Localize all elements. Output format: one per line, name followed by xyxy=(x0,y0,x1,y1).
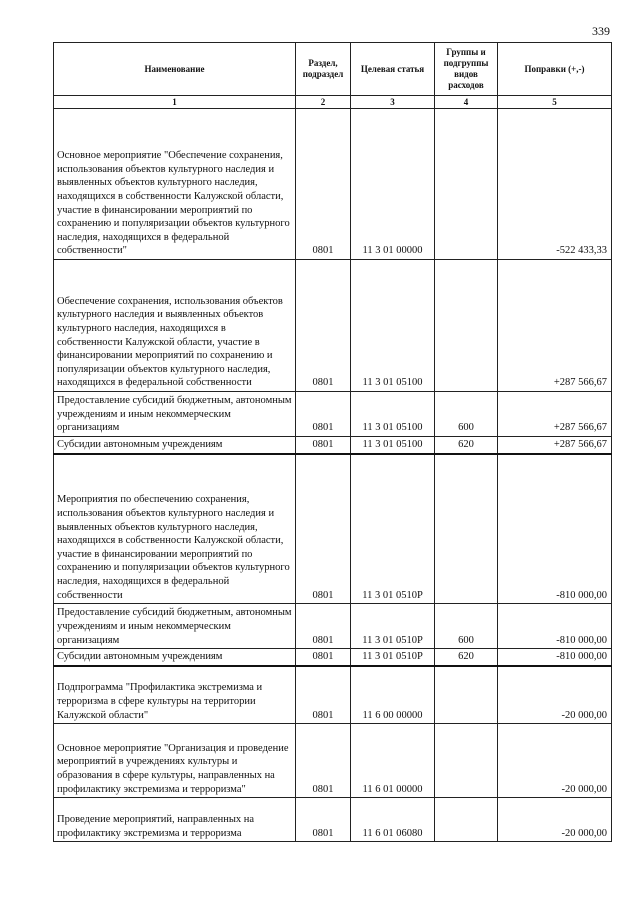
row-section: 0801 xyxy=(296,454,351,604)
row-target-item: 11 6 00 00000 xyxy=(351,666,435,724)
table-row xyxy=(54,109,612,260)
row-amount: -810 000,00 xyxy=(498,649,612,666)
column-number: 2 xyxy=(296,96,351,109)
row-expense-group xyxy=(435,798,498,842)
row-section: 0801 xyxy=(296,666,351,724)
row-section: 0801 xyxy=(296,109,351,260)
table-row xyxy=(54,454,612,604)
row-section: 0801 xyxy=(296,260,351,392)
row-target-item: 11 3 01 05100 xyxy=(351,260,435,392)
row-name: Мероприятия по обеспечению сохранения, использования объектов культурного наследия и выявленных объектов культурного наследия, находящихся в собственности Калужской области, участие в финансировании мероприятий по сохранению и популяризации объектов культурного наследия, находящихся в федеральной собственности xyxy=(54,454,296,604)
row-name: Предоставление субсидий бюджетным, автономным учреждениям и иным некоммерческим организациям xyxy=(54,604,296,649)
row-name: Основное мероприятие "Организация и проведение мероприятий в учреждениях культуры и образования в сфере культуры, направленных на профилактику экстремизма и терроризма" xyxy=(54,724,296,798)
column-number: 3 xyxy=(351,96,435,109)
row-target-item: 11 6 01 00000 xyxy=(351,724,435,798)
row-target-item: 11 3 01 0510Р xyxy=(351,604,435,649)
header-expense-group: Группы и подгруппы видов расходов xyxy=(435,43,498,96)
row-expense-group xyxy=(435,260,498,392)
row-amount: +287 566,67 xyxy=(498,260,612,392)
row-amount: +287 566,67 xyxy=(498,392,612,437)
row-section: 0801 xyxy=(296,437,351,454)
row-name: Основное мероприятие "Обеспечение сохранения, использования объектов культурного наследия и выявленных объектов культурного наследия, находящихся в собственности Калужской области, участие в финансировании мероприятий по сохранению и популяризации объектов культурного наследия, находящихся в федеральной собственности" xyxy=(54,109,296,260)
row-name: Подпрограмма "Профилактика экстремизма и терроризма в сфере культуры на территории Калужской области" xyxy=(54,666,296,724)
row-expense-group xyxy=(435,109,498,260)
row-name: Субсидии автономным учреждениям xyxy=(54,437,296,454)
row-expense-group: 600 xyxy=(435,604,498,649)
row-section: 0801 xyxy=(296,798,351,842)
table-row xyxy=(54,649,612,666)
row-amount: -20 000,00 xyxy=(498,724,612,798)
column-number: 5 xyxy=(498,96,612,109)
row-amount: -522 433,33 xyxy=(498,109,612,260)
table-row xyxy=(54,798,612,842)
header-amendments: Поправки (+,-) xyxy=(498,43,612,96)
row-section: 0801 xyxy=(296,724,351,798)
row-name: Проведение мероприятий, направленных на профилактику экстремизма и терроризма xyxy=(54,798,296,842)
row-section: 0801 xyxy=(296,392,351,437)
row-name: Обеспечение сохранения, использования объектов культурного наследия и выявленных объектов культурного наследия, находящихся в собственности Калужской области, участие в финансировании мероприятий по сохранению и популяризации объектов культурного наследия, находящихся в федеральной собственности xyxy=(54,260,296,392)
row-amount: -20 000,00 xyxy=(498,798,612,842)
table-row xyxy=(54,392,612,437)
row-expense-group xyxy=(435,666,498,724)
column-number: 1 xyxy=(54,96,296,109)
row-target-item: 11 3 01 0510Р xyxy=(351,649,435,666)
row-amount: -810 000,00 xyxy=(498,454,612,604)
row-target-item: 11 6 01 06080 xyxy=(351,798,435,842)
row-target-item: 11 3 01 05100 xyxy=(351,437,435,454)
row-target-item: 11 3 01 0510Р xyxy=(351,454,435,604)
row-expense-group: 620 xyxy=(435,649,498,666)
column-number: 4 xyxy=(435,96,498,109)
table-row xyxy=(54,260,612,392)
table-row xyxy=(54,604,612,649)
row-expense-group xyxy=(435,454,498,604)
row-section: 0801 xyxy=(296,604,351,649)
header-name: Наименование xyxy=(54,43,296,96)
budget-amendments-table xyxy=(53,42,612,842)
row-amount: -810 000,00 xyxy=(498,604,612,649)
row-amount: +287 566,67 xyxy=(498,437,612,454)
header-section: Раздел, подраздел xyxy=(296,43,351,96)
page-number: 339 xyxy=(592,24,610,38)
row-expense-group xyxy=(435,724,498,798)
row-expense-group: 600 xyxy=(435,392,498,437)
row-name: Предоставление субсидий бюджетным, автономным учреждениям и иным некоммерческим организациям xyxy=(54,392,296,437)
row-section: 0801 xyxy=(296,649,351,666)
table-row xyxy=(54,437,612,454)
table-row xyxy=(54,724,612,798)
row-target-item: 11 3 01 05100 xyxy=(351,392,435,437)
table-row xyxy=(54,666,612,724)
header-target-item: Целевая статья xyxy=(351,43,435,96)
row-amount: -20 000,00 xyxy=(498,666,612,724)
row-target-item: 11 3 01 00000 xyxy=(351,109,435,260)
row-name: Субсидии автономным учреждениям xyxy=(54,649,296,666)
row-expense-group: 620 xyxy=(435,437,498,454)
